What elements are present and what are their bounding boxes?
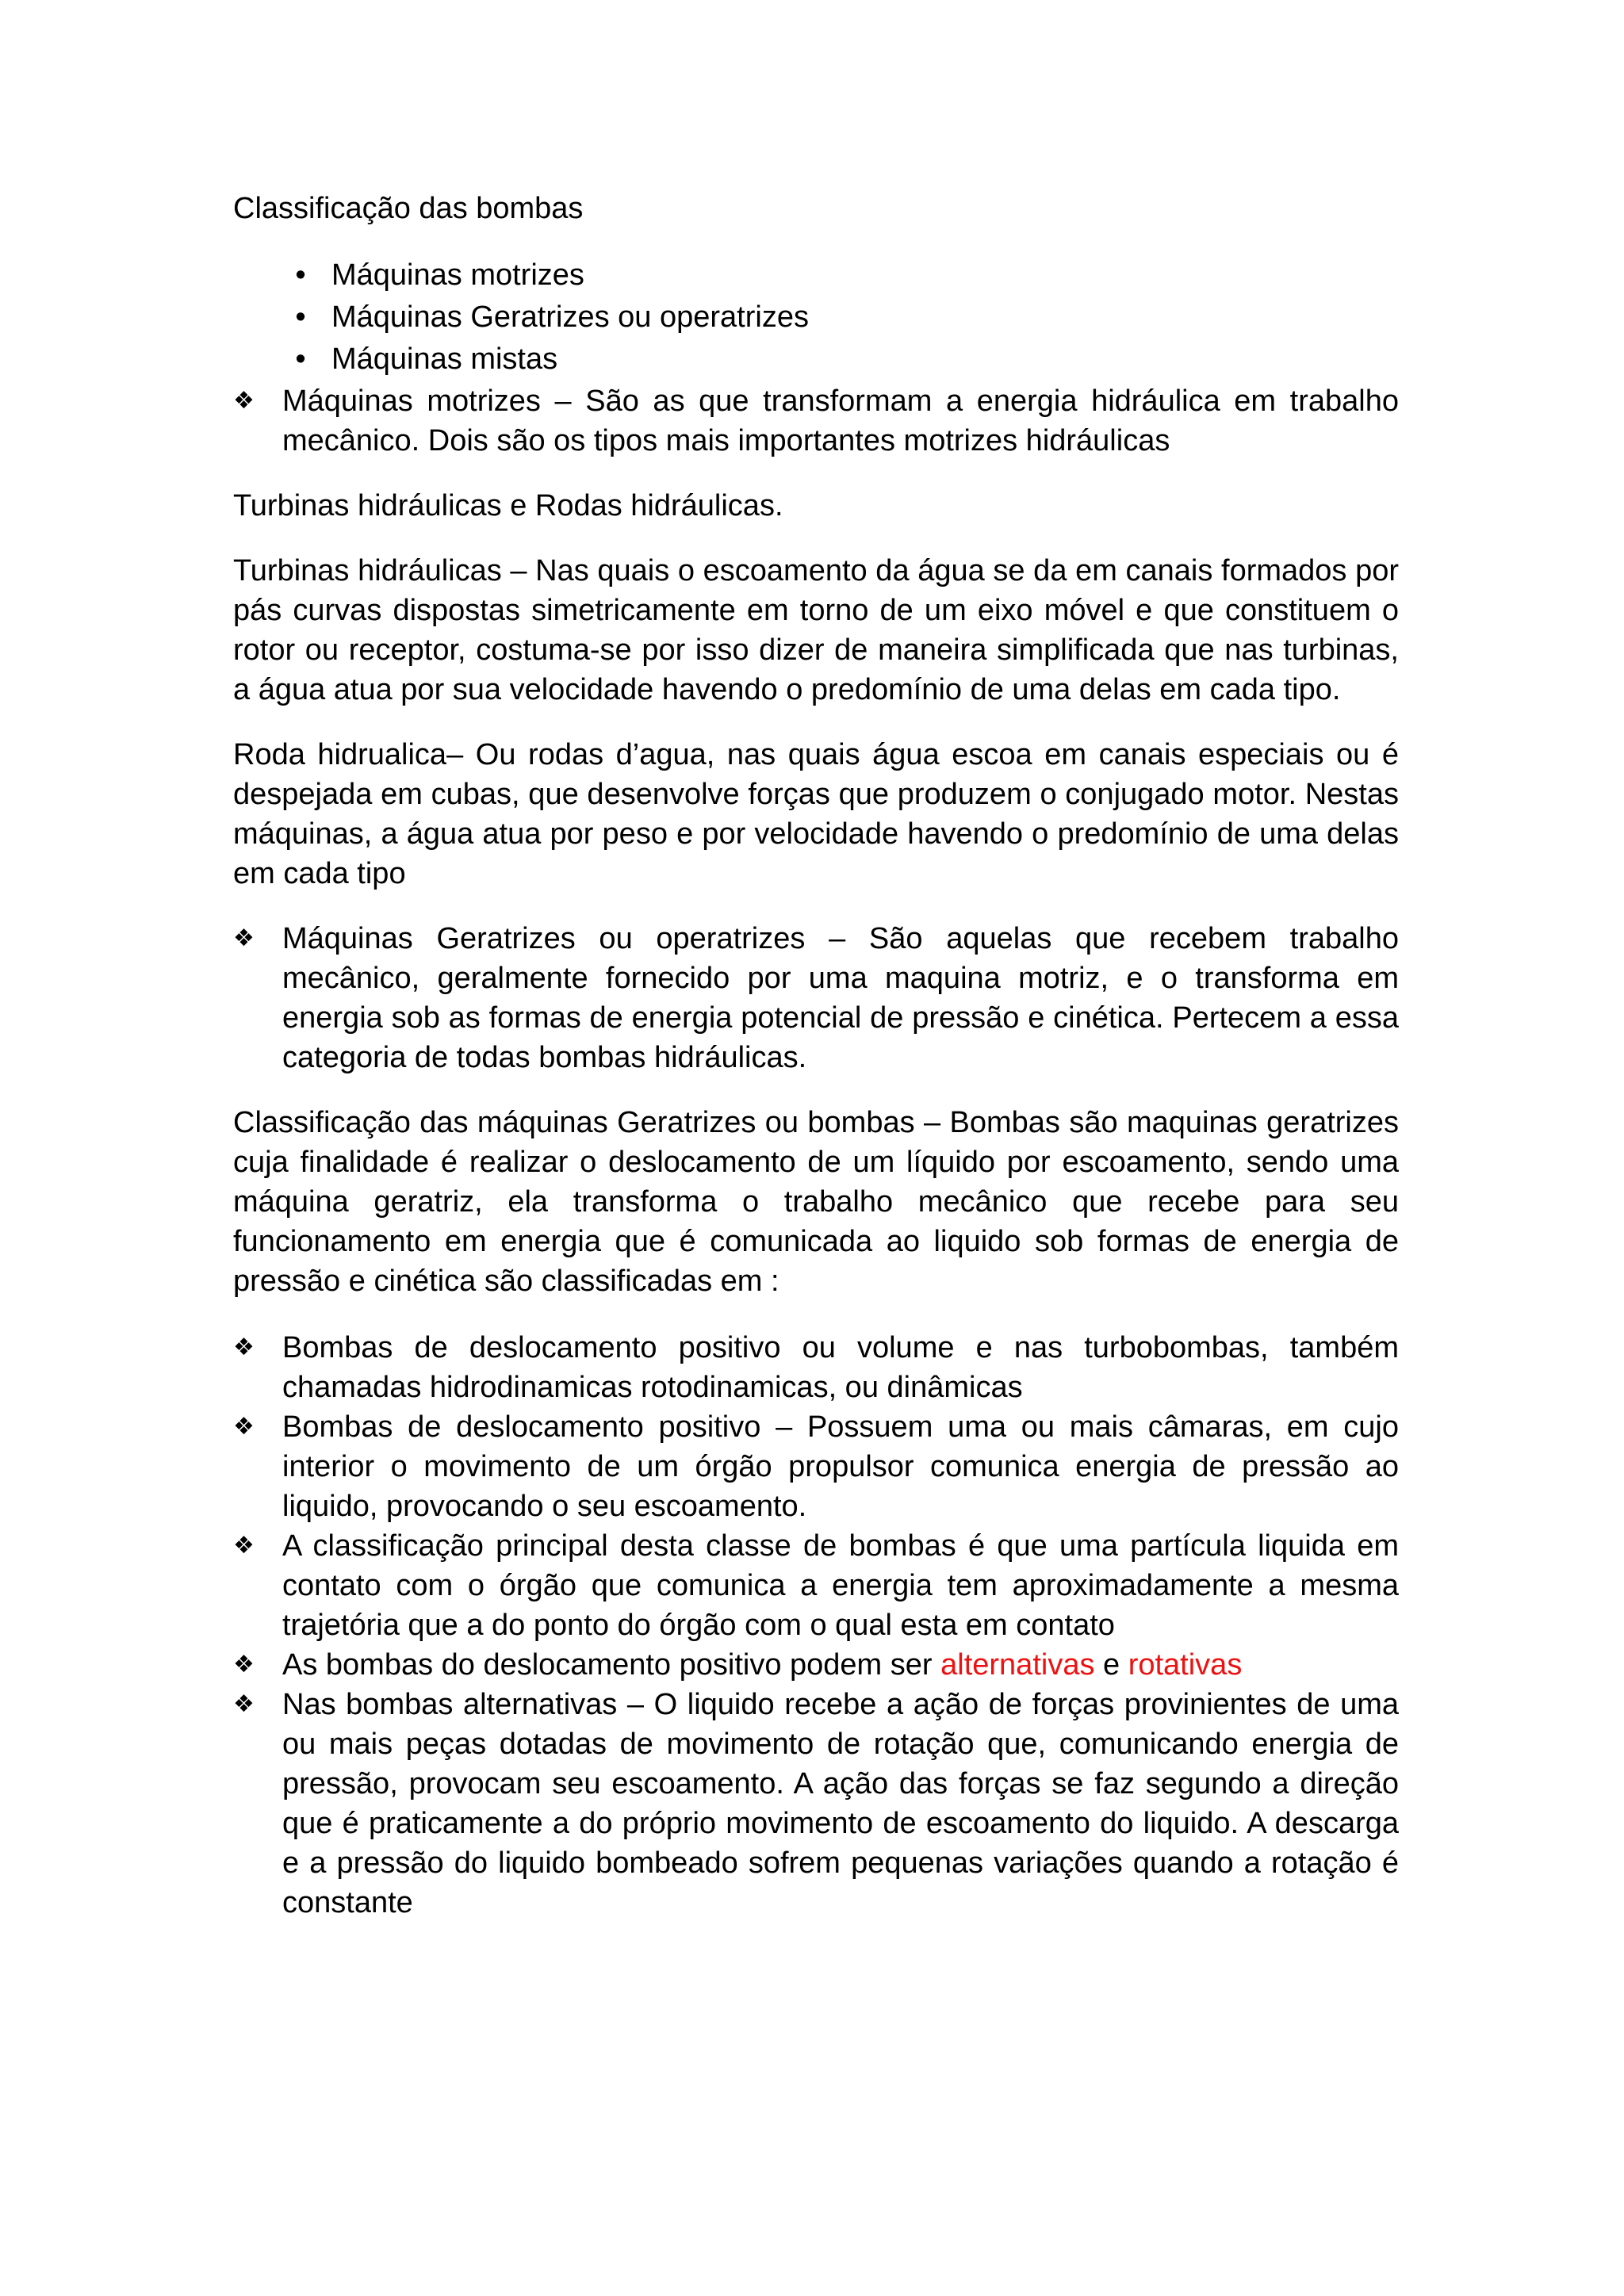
list-item xyxy=(233,1645,1399,1685)
section-title: Classificação das bombas xyxy=(233,192,584,225)
list-item-text: Bombas de deslocamento positivo ou volume e nas turbobombas, também chamadas hidrodinamicas rotodinamicas, ou dinâmicas xyxy=(282,1331,1399,1404)
list-item-text: Máquinas Geratrizes ou operatrizes – São aquelas que recebem trabalho mecânico, geralmente fornecido por uma maquina motriz, e o transforma em energia sob as formas de energia potencial de pressão e cinética. Pertecem a essa categoria de todas bombas hidráulicas. xyxy=(282,922,1399,1074)
list-item-text: Nas bombas alternativas – O liquido recebe a ação de forças provinientes de uma ou mais peças dotadas de movimento de rotação que, comunicando energia de pressão, provocam seu escoamento. A ação das forças se faz segundo a direção que é praticamente a do próprio movimento de escoamento do liquido. A descarga e a pressão do liquido bombeado sofrem pequenas variações quando a rotação é constante xyxy=(282,1688,1399,1919)
list-item-text: Bombas de deslocamento positivo – Possuem uma ou mais câmaras, em cujo interior o movimento de um órgão propulsor comunica energia de pressão ao liquido, provocando o seu escoamento. xyxy=(282,1410,1399,1523)
diamond-bullet-icon: ❖ xyxy=(233,1413,255,1441)
list-item xyxy=(233,297,1399,339)
paragraph-roda: Roda hidrualica– Ou rodas d’agua, nas quais água escoa em canais especiais ou é despejada em cubas, que desenvolve forças que produzem o conjugado motor. Nestas máquinas, a água atua por peso e por velocidade havendo o predomínio de uma delas em cada tipo xyxy=(233,738,1399,890)
diamond-bullet-icon: ❖ xyxy=(233,1532,255,1559)
paragraph-classificacao: Classificação das máquinas Geratrizes ou bombas – Bombas são maquinas geratrizes cuja finalidade é realizar o deslocamento de um líquido por escoamento, sendo uma máquina geratriz, ela transforma o trabalho mecânico que recebe para seu funcionamento em energia que é comunicada ao liquido sob formas de energia de pressão e cinética são classificadas em : xyxy=(233,1106,1399,1298)
list-item-text: A classificação principal desta classe de bombas é que uma partícula liquida em contato com o órgão que comunica a energia tem aproximadamente a mesma trajetória que a do ponto do órgão com o qual esta em contato xyxy=(282,1529,1399,1642)
list-item-text: Máquinas motrizes – São as que transformam a energia hidráulica em trabalho mecânico. Dois são os tipos mais importantes motrizes hidráulicas xyxy=(282,385,1399,457)
list-item xyxy=(233,1685,1399,1923)
bullet-icon: • xyxy=(295,342,306,376)
diamond-bullet-icon: ❖ xyxy=(233,924,255,952)
paragraph-turbinas-rodas: Turbinas hidráulicas e Rodas hidráulicas. xyxy=(233,489,783,522)
list-item-prefix: As bombas do deslocamento positivo podem ser xyxy=(282,1648,941,1682)
machine-types-list xyxy=(233,255,1399,381)
diamond-bullet-icon: ❖ xyxy=(233,1690,255,1718)
list-item xyxy=(233,339,1399,381)
list-item xyxy=(233,1328,1399,1407)
highlight-rotativas: rotativas xyxy=(1128,1648,1243,1682)
diamond-bullet-icon: ❖ xyxy=(233,1334,255,1361)
bullet-icon: • xyxy=(295,300,306,334)
geratrizes-list xyxy=(233,919,1399,1077)
list-item-text: Máquinas Geratrizes ou operatrizes xyxy=(331,300,809,334)
paragraph-turbinas: Turbinas hidráulicas – Nas quais o escoamento da água se da em canais formados por pás curvas dispostas simetricamente em torno de um eixo móvel e que constituem o rotor ou receptor, costuma-se por isso dizer de maneira simplificada que nas turbinas, a água atua por sua velocidade havendo o predomínio de uma delas em cada tipo. xyxy=(233,554,1399,706)
diamond-bullet-icon: ❖ xyxy=(233,1651,255,1678)
bullet-icon: • xyxy=(295,258,306,292)
list-item xyxy=(233,1526,1399,1645)
highlight-alternativas: alternativas xyxy=(940,1648,1095,1682)
list-item xyxy=(233,381,1399,461)
list-item-connector: e xyxy=(1094,1648,1128,1682)
document-body xyxy=(233,189,1399,1923)
bombas-list xyxy=(233,1328,1399,1923)
list-item xyxy=(233,255,1399,297)
list-item-text: Máquinas motrizes xyxy=(331,258,584,292)
motrizes-list xyxy=(233,381,1399,461)
list-item-text xyxy=(282,1648,1242,1682)
list-item-text: Máquinas mistas xyxy=(331,342,558,376)
diamond-bullet-icon: ❖ xyxy=(233,387,255,415)
list-item xyxy=(233,1407,1399,1526)
list-item xyxy=(233,919,1399,1077)
